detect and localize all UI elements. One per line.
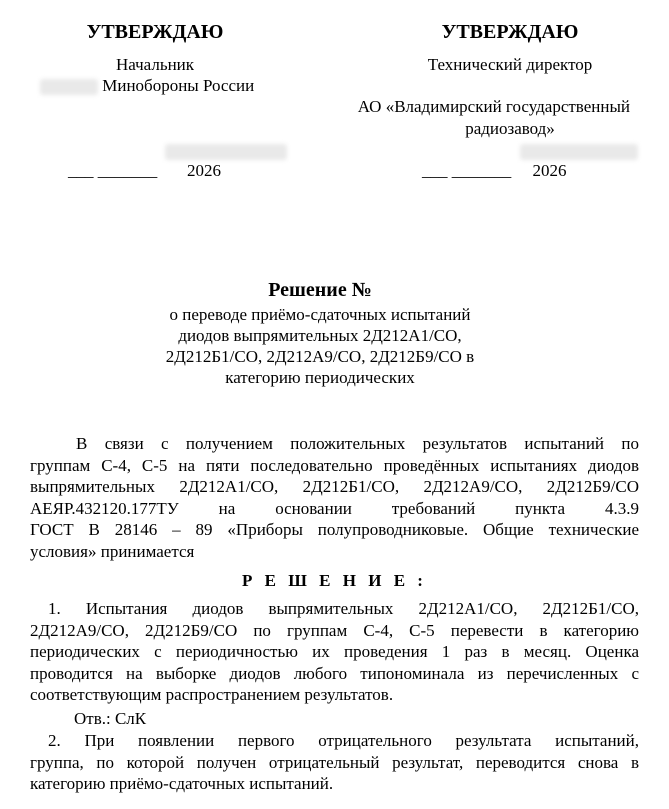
paragraph-line: группам С-4, С-5 на пяти последовательно проведённых испытаниях диодов <box>30 455 639 475</box>
right-org-line1: АО «Владимирский государственный <box>357 97 630 116</box>
decision-heading: Р Е Ш Е Н И Е : <box>242 571 427 590</box>
decision-title-block <box>100 278 540 388</box>
paragraph-line: 2. При появлении первого отрицательного результата испытаний, <box>48 731 639 750</box>
paragraph-line: условия» принимается <box>30 541 195 561</box>
right-signature-area <box>520 140 638 161</box>
paragraph-line: группа, по которой получен отрицательный результат, переводится снова в <box>30 752 639 772</box>
left-date-line <box>68 160 221 181</box>
subtitle-line: 2Д212Б1/СО, 2Д212А9/СО, 2Д212Б9/СО в <box>165 347 475 366</box>
subtitle-line: о переводе приёмо-сдаточных испытаний <box>169 305 471 324</box>
left-org: Минобороны России <box>102 76 255 95</box>
paragraph-line: 2Д212А9/СО, 2Д212Б9/СО по группам С-4, С-5 перевести в категорию <box>30 620 639 640</box>
paragraph-line: 1. Испытания диодов выпрямительных 2Д212А1/СО, 2Д212Б1/СО, <box>48 599 639 618</box>
redacted-signature-name <box>520 144 638 160</box>
decision-item-1 <box>30 598 639 705</box>
paragraph-line: выпрямительных 2Д212А1/СО, 2Д212Б1/СО, 2Д212А9/СО, 2Д212Б9/СО <box>30 477 639 496</box>
decision-title: Решение № <box>268 279 372 301</box>
left-date-month-blank: _______ <box>97 161 158 180</box>
right-approve-heading: УТВЕРЖДАЮ <box>441 21 579 43</box>
left-signature-area <box>165 140 287 161</box>
responsible-note: Отв.: СлК <box>74 709 147 728</box>
right-date-line <box>422 160 567 181</box>
left-date-day-blank: ___ <box>68 161 94 180</box>
decision-item-2 <box>30 730 639 794</box>
right-date-year: 2026 <box>532 161 567 180</box>
preamble-paragraph <box>30 433 639 562</box>
paragraph-line: В связи с получением положительных результатов испытаний по <box>76 434 639 453</box>
right-org-line2: радиозавод» <box>465 119 555 138</box>
redacted-signature-name <box>165 144 287 160</box>
paragraph-line: категорию приёмо-сдаточных испытаний. <box>30 774 334 793</box>
subtitle-line: категорию периодических <box>225 368 415 387</box>
left-date-year: 2026 <box>187 161 221 180</box>
left-org-line <box>40 75 254 96</box>
decision-subtitle <box>100 304 540 388</box>
left-approve-heading: УТВЕРЖДАЮ <box>86 21 224 43</box>
paragraph-line: АЕЯР.432120.177ТУ на основании требований пункта 4.3.9 <box>30 498 639 518</box>
left-position: Начальник <box>115 55 195 74</box>
paragraph-line: ГОСТ В 28146 – 89 «Приборы полупроводниковые. Общие технические <box>30 520 639 539</box>
paragraph-line: периодических с периодичностью их проведения 1 раз в месяц. Оценка <box>30 642 639 661</box>
subtitle-line: диодов выпрямительных 2Д212А1/СО, <box>178 326 462 345</box>
redacted-text <box>40 79 98 95</box>
right-date-day-blank: ___ <box>422 161 448 180</box>
right-position: Технический директор <box>427 55 593 74</box>
paragraph-line: соответствующим распространением результатов. <box>30 685 394 704</box>
paragraph-line: проводится на выборке диодов любого типономинала из перечисленных с <box>30 663 639 683</box>
right-date-month-blank: _______ <box>451 161 512 180</box>
